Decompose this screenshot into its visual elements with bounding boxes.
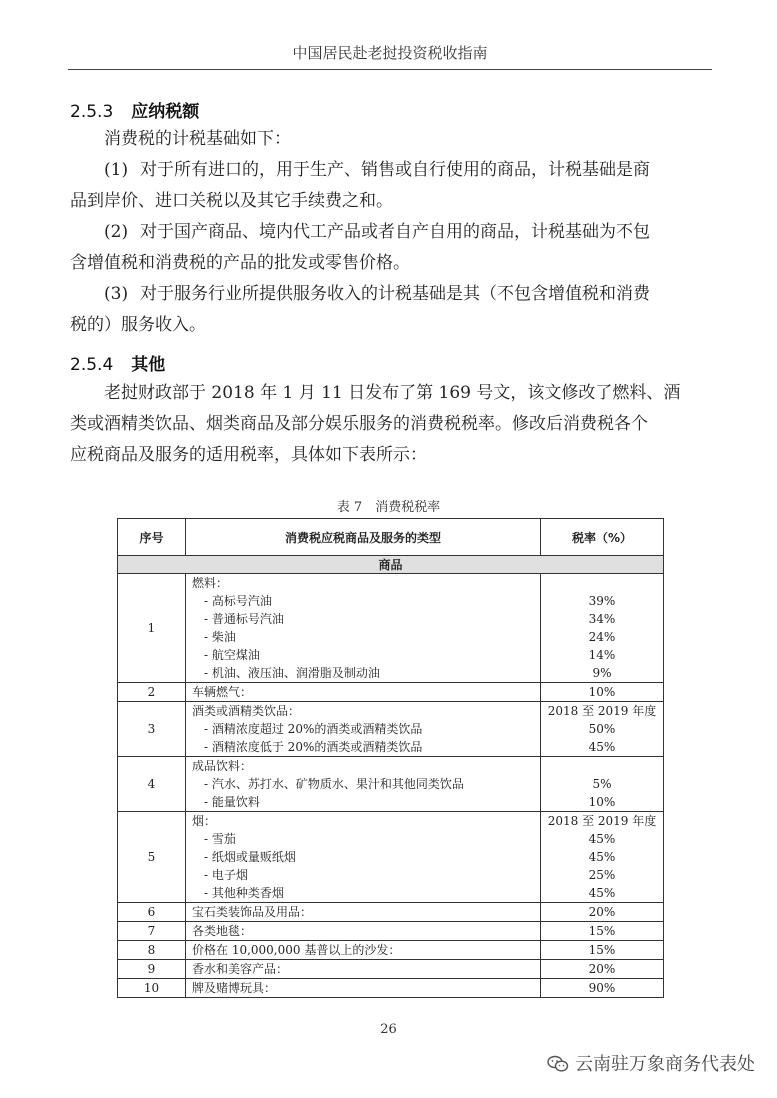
item-text-cont: 税的）服务收入。 (70, 315, 206, 335)
watermark (547, 1050, 755, 1076)
type-line: - 高标号汽油 (204, 594, 272, 608)
section-label: 商品 (118, 556, 664, 574)
type-line: - 柴油 (204, 630, 236, 644)
rate-line: 2018 至 2019 年度 (547, 704, 657, 718)
row-rate-cell (541, 941, 664, 960)
rate-line: 34% (588, 612, 616, 626)
item-text: 对于国产商品、境内代工产品或者自产自用的商品，计税基础为不包 (140, 222, 650, 242)
item-marker: (3) (104, 284, 129, 304)
rate-line: 20% (588, 962, 616, 976)
row-type-cell (186, 812, 541, 903)
type-line: 宝石类装饰品及用品： (192, 905, 313, 919)
type-line: 牌及赌博玩具： (192, 981, 277, 995)
page-number: 26 (380, 1022, 397, 1037)
para-line: 应税商品及服务的适用税率，具体如下表所示： (70, 445, 427, 465)
type-line: - 航空煤油 (204, 648, 260, 662)
type-line: - 机油、液压油、润滑脂及制动油 (204, 666, 380, 680)
row-rate-cell (541, 574, 664, 683)
item-text: 对于服务行业所提供服务收入的计税基础是其（不包含增值税和消费 (140, 284, 650, 304)
row-number: 6 (118, 903, 186, 922)
type-line: - 能量饮料 (204, 795, 260, 809)
rate-line: 39% (588, 594, 616, 608)
table-row (118, 574, 664, 683)
rate-line: 14% (588, 648, 616, 662)
rate-line: 50% (588, 722, 616, 736)
rate-line: 24% (588, 630, 616, 644)
row-type-cell (186, 757, 541, 812)
item-text: 对于所有进口的，用于生产、销售或自行使用的商品，计税基础是商 (140, 160, 650, 180)
list-item-2 (70, 217, 715, 279)
row-number: 2 (118, 683, 186, 702)
row-number: 3 (118, 702, 186, 757)
section-title: 其他 (131, 355, 166, 375)
rate-line: 25% (588, 868, 616, 882)
table-row (118, 757, 664, 812)
row-rate-cell (541, 979, 664, 998)
rate-line: 90% (588, 981, 616, 995)
type-line: - 纸烟或量贩纸烟 (204, 850, 296, 864)
row-type-cell (186, 941, 541, 960)
paragraph-2-5-4 (70, 378, 715, 471)
row-number: 4 (118, 757, 186, 812)
row-number: 7 (118, 922, 186, 941)
section-title: 应纳税额 (131, 102, 200, 122)
rate-line: 5% (592, 777, 612, 791)
row-rate-cell (541, 960, 664, 979)
row-rate-cell (541, 683, 664, 702)
rate-line: 9% (592, 666, 612, 680)
section-number: 2.5.3 (70, 102, 114, 122)
row-number: 1 (118, 574, 186, 683)
table-row (118, 683, 664, 702)
table-row (118, 960, 664, 979)
type-line: 烟： (192, 814, 217, 828)
section-number: 2.5.4 (70, 355, 114, 375)
rate-line: 45% (588, 832, 616, 846)
item-marker: (1) (104, 160, 129, 180)
row-rate-cell (541, 903, 664, 922)
table-row (118, 903, 664, 922)
rate-line: 45% (588, 886, 616, 900)
table-row (118, 702, 664, 757)
list-item-3 (70, 279, 715, 341)
table-row (118, 922, 664, 941)
intro-paragraph: 消费税的计税基础如下： (104, 129, 291, 149)
type-line: 车辆燃气： (192, 685, 253, 699)
section-heading-2-5-3 (70, 97, 199, 122)
rate-line: 15% (588, 924, 616, 938)
rate-line: 10% (588, 795, 616, 809)
row-rate-cell (541, 702, 664, 757)
row-number: 9 (118, 960, 186, 979)
type-line: 酒类或酒精类饮品： (192, 704, 301, 718)
type-line: 燃料： (192, 576, 229, 590)
row-type-cell (186, 960, 541, 979)
row-type-cell (186, 979, 541, 998)
header-type: 消费税应税商品及服务的类型 (186, 519, 541, 556)
row-number: 10 (118, 979, 186, 998)
wechat-icon (547, 1055, 569, 1073)
rate-line: 10% (588, 685, 616, 699)
row-rate-cell (541, 757, 664, 812)
rate-line (547, 574, 657, 592)
row-type-cell (186, 903, 541, 922)
table-row (118, 979, 664, 998)
type-line: - 电子烟 (204, 868, 248, 882)
rate-line: 45% (588, 850, 616, 864)
table-section-row (118, 556, 664, 574)
table-header-row (118, 519, 664, 556)
table-row (118, 812, 664, 903)
type-line: 香水和美容产品： (192, 962, 289, 976)
watermark-text: 云南驻万象商务代表处 (575, 1054, 755, 1075)
row-rate-cell (541, 812, 664, 903)
type-line: - 汽水、苏打水、矿物质水、果汁和其他同类饮品 (204, 777, 464, 791)
header-rate: 税率（%） (541, 519, 664, 556)
row-number: 5 (118, 812, 186, 903)
rate-line: 15% (588, 943, 616, 957)
rate-line: 2018 至 2019 年度 (547, 814, 657, 828)
rate-line: 45% (588, 740, 616, 754)
rate-line (547, 757, 657, 775)
type-line: - 雪茄 (204, 832, 236, 846)
table-row (118, 941, 664, 960)
item-text-cont: 品到岸价、进口关税以及其它手续费之和。 (70, 191, 393, 211)
row-type-cell (186, 574, 541, 683)
item-marker: (2) (104, 222, 129, 242)
table-caption: 表 7 消费税税率 (336, 500, 441, 515)
type-line: 各类地毯： (192, 924, 253, 938)
row-type-cell (186, 683, 541, 702)
header-no: 序号 (118, 519, 186, 556)
type-line: 价格在 10,000,000 基普以上的沙发： (192, 943, 401, 957)
type-line: 成品饮料： (192, 759, 253, 773)
type-line: - 普通标号汽油 (204, 612, 284, 626)
row-number: 8 (118, 941, 186, 960)
para-line: 类或酒精类饮品、烟类商品及部分娱乐服务的消费税税率。修改后消费税各个 (70, 414, 648, 434)
row-type-cell (186, 702, 541, 757)
section-heading-2-5-4 (70, 350, 165, 375)
row-type-cell (186, 922, 541, 941)
page-header: 中国居民赴老挝投资税收指南 (68, 42, 712, 70)
item-text-cont: 含增值税和消费税的产品的批发或零售价格。 (70, 253, 410, 273)
tax-rate-table (117, 518, 664, 998)
type-line: - 酒精浓度超过 20%的酒类或酒精类饮品 (204, 722, 423, 736)
type-line: - 其他种类香烟 (204, 886, 284, 900)
para-line: 老挝财政部于 2018 年 1 月 11 日发布了第 169 号文，该文修改了燃料、酒 (104, 383, 681, 403)
list-item-1 (70, 155, 715, 217)
row-rate-cell (541, 922, 664, 941)
rate-line: 20% (588, 905, 616, 919)
type-line: - 酒精浓度低于 20%的酒类或酒精类饮品 (204, 740, 423, 754)
